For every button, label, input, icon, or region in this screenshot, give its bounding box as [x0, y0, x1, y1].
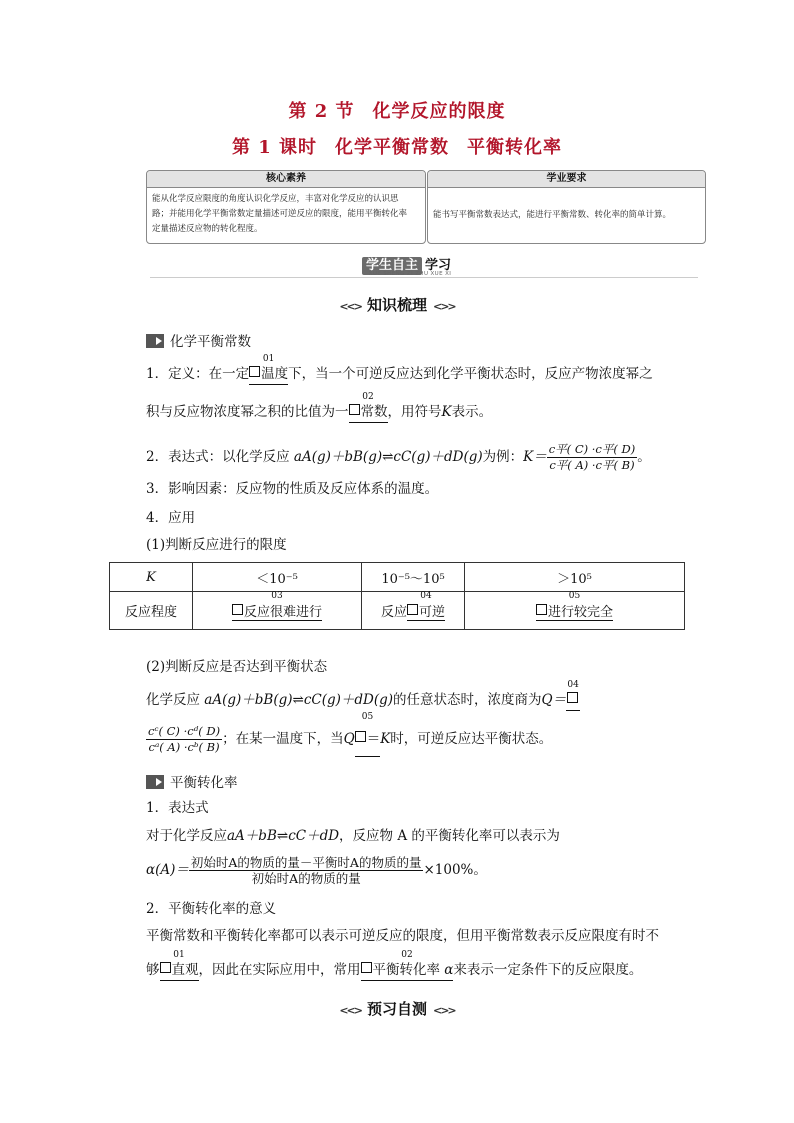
sec1-factor: 3．影响因素：反应物的性质及反应体系的温度。 — [146, 481, 439, 497]
fill-blank — [355, 712, 381, 757]
sec1-application-2: (2)判断反应是否达到平衡状态 — [146, 659, 328, 675]
blank-box-icon — [536, 604, 547, 615]
blank-box-icon — [160, 962, 171, 973]
text: 反应 — [380, 604, 407, 620]
blank-number: 01 — [173, 950, 185, 960]
blank-answer: 平衡转化率 — [372, 962, 440, 978]
blank-box-icon — [232, 604, 243, 615]
fill-blank — [249, 354, 289, 385]
alpha-percent: ×100%。 — [423, 862, 487, 878]
ornament-right-icon: <>> — [433, 1004, 455, 1017]
sec1-q-line — [146, 680, 682, 711]
section-title — [0, 97, 794, 123]
symbol-k: K — [441, 404, 452, 420]
sec2-formula — [146, 852, 487, 888]
table-header-k: K — [110, 563, 193, 592]
reaction-right: cC＋dD — [288, 828, 340, 844]
preview-test-heading-text: 预习自测 — [366, 1000, 427, 1018]
k-numerator: c平( C) ·c平( D) — [548, 442, 636, 456]
table-row-label: 反应程度 — [110, 592, 193, 630]
text: 为例： — [482, 449, 524, 465]
banner-pinyin: XUE SHENG ZI ZHU XUE XI — [368, 271, 452, 277]
sec1-title — [146, 330, 251, 350]
sec2-title — [146, 771, 238, 791]
sec1-application: 4．应用 — [146, 510, 196, 526]
banner-divider — [150, 277, 698, 278]
reaction-left: aA(g)＋bB(g) — [293, 449, 383, 465]
reaction-right: cC(g)＋dD(g) — [393, 449, 483, 465]
blank-box-icon — [349, 404, 360, 415]
ornament-left-icon: <<> — [339, 300, 361, 313]
k-equals: K＝ — [523, 449, 547, 465]
text: ；在某一温度下，当 — [222, 731, 344, 747]
table-header-low: ＜10⁻⁵ — [193, 563, 362, 592]
equilibrium-arrow-icon: ⇌ — [276, 828, 289, 844]
reaction-right: cC(g)＋dD(g) — [303, 692, 394, 708]
ornament-right-icon: <>> — [433, 300, 455, 313]
blank-answer: 进行较完全 — [547, 604, 613, 620]
q-numerator: cᶜ( C) ·cᵈ( D) — [148, 724, 221, 738]
lesson-number: 第 1 课时 — [231, 137, 318, 158]
preview-test-heading — [0, 998, 794, 1019]
alpha-fraction — [189, 855, 424, 886]
sec1-title-text: 化学平衡常数 — [170, 334, 251, 350]
fill-blank — [536, 590, 613, 621]
blank-box-icon — [355, 731, 366, 742]
alpha-denominator: 初始时A的物质的量 — [251, 871, 361, 886]
alpha-equals: α(A)＝ — [146, 862, 189, 878]
blank-box-icon — [249, 366, 260, 377]
section-marker-icon — [146, 334, 164, 348]
sec1-application-1: (1)判断反应进行的限度 — [146, 537, 287, 553]
equilibrium-arrow-icon: ⇌ — [292, 692, 304, 708]
text: 2．表达式：以化学反应 — [146, 449, 290, 465]
blank-answer: 常数 — [360, 404, 388, 420]
sec1-q-line-2 — [146, 712, 553, 757]
sec1-expression — [146, 440, 651, 474]
table-header-mid: 10⁻⁵～10⁵ — [362, 563, 465, 592]
reaction-left: aA＋bB — [227, 828, 277, 844]
knowledge-heading — [0, 294, 794, 315]
core-literacy-line: 能从化学反应限度的角度认识化学反应，丰富对化学反应的认识思 — [152, 194, 399, 204]
blank-number: 05 — [568, 590, 581, 601]
blank-answer: 可逆 — [419, 604, 446, 620]
core-panel — [146, 170, 704, 242]
self-study-banner — [362, 254, 454, 272]
banner-light-text: 学习 — [425, 258, 452, 273]
equilibrium-arrow-icon: ⇌ — [382, 449, 394, 465]
q-equals: Q＝ — [541, 692, 567, 708]
core-literacy-box — [146, 170, 426, 244]
text: 表示。 — [451, 404, 493, 420]
text: 时，可逆反应达平衡状态。 — [390, 731, 553, 747]
blank-number: 03 — [271, 590, 283, 601]
symbol-k: K — [380, 731, 391, 747]
text: 来表示一定条件下的反应限度。 — [453, 962, 643, 978]
reaction-left: aA(g)＋bB(g) — [204, 692, 293, 708]
knowledge-heading-text: 知识梳理 — [366, 296, 427, 314]
lesson-name-1: 化学平衡常数 — [335, 137, 450, 158]
k-range-table — [109, 562, 685, 630]
blank-box-icon — [407, 604, 418, 615]
core-literacy-line: 定量描述反应物的转化程度。 — [152, 224, 263, 234]
lesson-title — [0, 133, 794, 159]
blank-box-icon — [361, 962, 372, 973]
text: ，因此在实际应用中，常用 — [198, 962, 361, 978]
blank-answer: 直观 — [171, 962, 199, 978]
blank-answer: 反应很难进行 — [243, 604, 322, 620]
blank-number: 04 — [567, 680, 579, 690]
sec2-meaning-line-1: 平衡常数和平衡转化率都可以表示可逆反应的限度，但用平衡常数表示反应限度有时不 — [146, 928, 659, 944]
sec2-meaning-heading: 2．平衡转化率的意义 — [146, 901, 277, 917]
section-name: 化学反应的限度 — [372, 101, 506, 122]
symbol-q: Q — [343, 731, 355, 747]
blank-number: 02 — [362, 392, 374, 402]
blank-box-icon — [567, 692, 578, 703]
q-fraction — [146, 724, 222, 755]
fill-blank — [232, 590, 322, 621]
lesson-name-2: 平衡转化率 — [467, 137, 563, 158]
fill-blank — [566, 680, 580, 711]
core-literacy-text — [147, 188, 425, 241]
text: 1．定义：在一定 — [146, 366, 250, 382]
text: 的任意状态时，浓度商为 — [393, 692, 542, 708]
academic-requirement-header: 学业要求 — [428, 171, 705, 188]
table-cell-mid — [362, 592, 465, 630]
blank-answer-alpha: α — [444, 962, 454, 978]
k-denominator: c平( A) ·c平( B) — [549, 458, 635, 472]
sec2-expression-heading: 1．表达式 — [146, 800, 209, 816]
alpha-numerator: 初始时A的物质的量－平衡时A的物质的量 — [190, 855, 422, 870]
blank-number: 05 — [361, 712, 374, 722]
blank-answer: ＝ — [366, 731, 381, 747]
text: 下，当一个可逆反应达到化学平衡状态时，反应产物浓度幂之 — [288, 366, 653, 382]
text: 够 — [146, 962, 160, 978]
sec2-intro — [146, 826, 560, 846]
sec1-definition-2 — [146, 392, 493, 423]
text: 化学反应 — [146, 692, 200, 708]
text: 。 — [637, 449, 651, 465]
text: 对于化学反应 — [146, 828, 227, 844]
sec1-definition — [146, 354, 653, 385]
sec2-meaning-line-2 — [146, 950, 643, 981]
core-literacy-header: 核心素养 — [147, 171, 425, 188]
academic-requirement-text: 能书写平衡常数表达式，能进行平衡常数、转化率的简单计算。 — [433, 210, 672, 220]
text: 积与反应物浓度幂之积的比值为一 — [146, 404, 349, 420]
fill-blank — [407, 590, 446, 621]
blank-number: 01 — [262, 354, 275, 364]
table-header-high: ＞10⁵ — [465, 563, 685, 592]
fill-blank — [160, 950, 199, 981]
blank-answer: 温度 — [261, 366, 289, 382]
academic-requirement-box — [427, 170, 706, 244]
text: ，反应物 A 的平衡转化率可以表示为 — [339, 828, 560, 844]
blank-number: 02 — [401, 950, 413, 960]
table-cell-low — [193, 592, 362, 630]
banner-dark-text: 学生自主 — [362, 257, 422, 275]
fill-blank — [349, 392, 388, 423]
table-cell-high — [465, 592, 685, 630]
q-denominator: cᵃ( A) ·cᵇ( B) — [148, 740, 220, 754]
k-fraction — [547, 442, 637, 473]
sec2-title-text: 平衡转化率 — [170, 775, 238, 791]
ornament-left-icon: <<> — [339, 1004, 361, 1017]
blank-number: 04 — [420, 590, 432, 601]
fill-blank — [361, 950, 454, 981]
text: ，用符号 — [387, 404, 442, 420]
section-marker-icon — [146, 775, 164, 789]
section-number: 第 2 节 — [288, 101, 355, 122]
core-literacy-line: 路；并能用化学平衡常数定量描述可逆反应的限度，能用平衡转化率 — [152, 209, 408, 219]
